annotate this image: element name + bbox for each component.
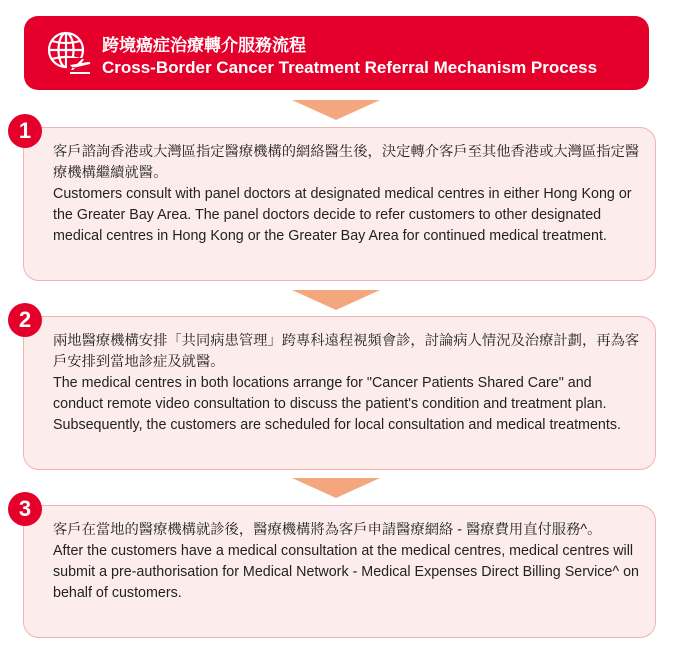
step-1 (18, 118, 656, 281)
step-3 (18, 496, 656, 638)
step-text-en: After the customers have a medical consultation at the medical centres, medical centres will submit a pre-authorisation for Medical Network - Medical Expenses Direct Billing Service^ on behalf of customers. (53, 543, 639, 601)
step-text (53, 142, 641, 247)
header-title-zh: 跨境癌症治療轉介服務流程 (102, 36, 306, 55)
process-header (24, 16, 649, 90)
step-number-badge: 2 (8, 303, 42, 337)
step-text-zh: 客戶在當地的醫療機構就診後，醫療機構將為客戶申請醫療網絡 - 醫療費用直付服務^。 (53, 522, 602, 538)
flow-arrow-2 (292, 290, 380, 310)
flow-arrow-1 (292, 100, 380, 120)
flow-arrow-3 (292, 478, 380, 498)
step-text (53, 331, 641, 436)
step-text-en: Customers consult with panel doctors at designated medical centres in either Hong Kong or the Greater Bay Area. The panel doctors decide to refer customers to other designated medical centres in Hong Kong or the Greater Bay Area for continued medical treatment. (53, 186, 632, 244)
step-number-badge: 3 (8, 492, 42, 526)
step-text (53, 520, 641, 604)
globe-plane-icon (44, 30, 92, 76)
step-number-badge: 1 (8, 114, 42, 148)
step-2 (18, 307, 656, 470)
step-text-zh: 客戶諮詢香港或大灣區指定醫療機構的網絡醫生後，決定轉介客戶至其他香港或大灣區指定醫療機構繼續就醫。 (53, 144, 640, 181)
header-title-en: Cross-Border Cancer Treatment Referral Mechanism Process (102, 58, 598, 77)
step-text-en: The medical centres in both locations arrange for "Cancer Patients Shared Care" and conduct remote video consultation to discuss the patient's condition and treatment plan. Subsequently, the customers are scheduled for local consultation and medical treatments. (53, 375, 621, 433)
step-text-zh: 兩地醫療機構安排「共同病患管理」跨專科遠程視頻會診，討論病人情況及治療計劃，再為客戶安排到當地診症及就醫。 (53, 333, 640, 370)
